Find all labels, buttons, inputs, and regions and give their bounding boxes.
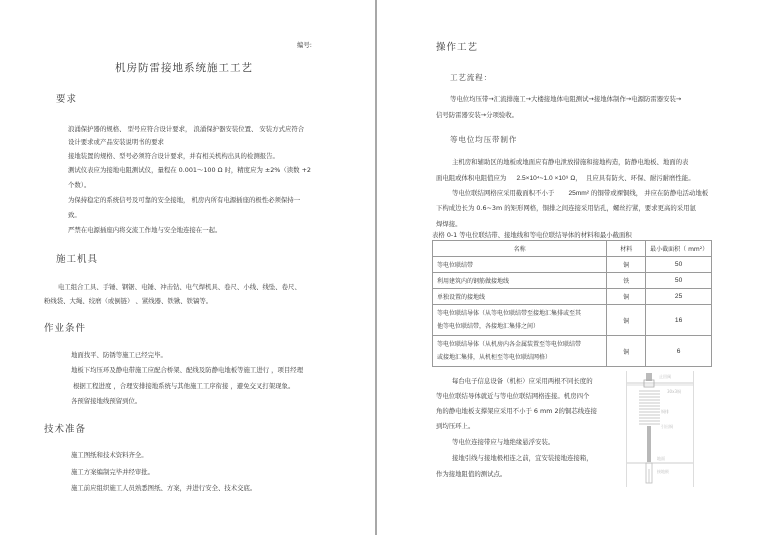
tech-prep-line: 施工图纸和技术资料齐全。 bbox=[71, 451, 148, 459]
section-heading-operations: 操作工艺 bbox=[436, 42, 479, 53]
after-table-line: 角的静电地板支撑架应采用不小于 6 mm 2的铜芯线连接 bbox=[436, 407, 597, 415]
grounding-rod-diagram bbox=[626, 371, 694, 487]
svg-text:地面: 地面 bbox=[657, 456, 665, 461]
req-line: 测试仪表应为接地电阻测试仪，量程在 0.001～100 Ω 时，精度应为 ±2%（读数 +2 bbox=[68, 166, 311, 174]
svg-text:铜排: 铜排 bbox=[661, 409, 669, 414]
req-line: 浪涌保护器的规格、 型号应符合设计要求， 浪涌保护器安装位置、 安装方式应符合 bbox=[68, 125, 305, 133]
para-line: 主机房和辅助区的地板或地面应有静电泄放措施和接地构造，防静电地板、地面的表 bbox=[452, 158, 689, 166]
tools-line: 电工组合工具、手锤、钢锯、电锤、冲击钻、电气焊机具、卷尺、小线、线坠、卷尺、 bbox=[58, 283, 301, 291]
para-line: 等电位联结网格应采用截面积不小于 25mm² 的铜带或裸铜线， 并应在防静电活动地板 bbox=[452, 189, 709, 197]
after-table-line: 作为接地阻值的测试点。 bbox=[436, 470, 507, 478]
svg-text:30x3铜: 30x3铜 bbox=[667, 389, 682, 394]
cross-section-value: 25mm² bbox=[568, 190, 589, 197]
section-heading-tech-prep: 技术准备 bbox=[44, 424, 87, 435]
page-divider bbox=[375, 0, 377, 535]
conditions-line: 根据工程进度 ，合理安排接地系统与其他施工工序衔接 ，避免交叉打架现象。 bbox=[73, 382, 295, 390]
table-caption: 表格 0-1 等电位联结带、接地线和等电位联结导体的材料和最小截面积 bbox=[432, 231, 632, 239]
req-line: 为保持稳定的系统信号及可靠的安全接地， 机房内所有电源插座的极性必须保持一 bbox=[68, 196, 301, 204]
conditions-line: 各预留接地线预留到位。 bbox=[71, 397, 142, 405]
req-line: 严禁在电源插座内将交流工作地与安全地连接在一起。 bbox=[68, 226, 222, 234]
conditions-line: 地板下均压环及静电带施工应配合桥架、配线及防静电地板等施工进行 ，项目经理 bbox=[71, 366, 304, 374]
para-line: 下构成边长为 0.6~3m 的矩形网格，铜排之间连接采用钻孔，螺丝拧紧，要求更高的采用氩 bbox=[436, 204, 696, 212]
table-row: 等电位联结导体（从等电位联结带至接地汇集排或至其 他等电位联结带，各接地汇集排之间） 铜 16 bbox=[433, 305, 712, 336]
resistance-value: 2.5×10⁴~1.0 ×10⁹ Ω， bbox=[516, 175, 582, 182]
header-name: 名称 bbox=[433, 241, 607, 257]
left-page bbox=[0, 0, 376, 535]
header-material: 材料 bbox=[607, 241, 646, 257]
after-table-line: 每台电子信息设备（机柜）应采用两根不同长度的 bbox=[452, 377, 593, 385]
section-heading-tools: 施工机具 bbox=[56, 254, 99, 265]
after-table-line: 接地引线与接地极相连之前，宜安装接地连接箱， bbox=[452, 454, 593, 462]
para-line: 面电阻或体积电阻值应为 2.5×10⁴~1.0 ×10⁹ Ω， 且应具有防火、环保、耐污耐磨性能。 bbox=[436, 174, 695, 182]
table-header-row bbox=[433, 241, 712, 257]
after-table-line: 到均压环上。 bbox=[436, 422, 475, 430]
doc-number-label: 编号: bbox=[297, 41, 312, 49]
materials-table bbox=[432, 240, 712, 367]
table-row: 等电位联结导体（从机房内各金属装置至等电位联结带 或接地汇集排，从机柜至等电位联结网格） 铜 6 bbox=[433, 336, 712, 367]
conditions-line: 地面找平、防锈等施工已经完毕。 bbox=[71, 351, 167, 359]
table-row: 单独设置的接地线 铜 25 bbox=[433, 289, 712, 305]
para-line: 焊焊接。 bbox=[436, 220, 462, 228]
process-line: 等电位均压带→汇流排施工→大楼接地体电阻测试→接地体制作→电源防雷器安装→ bbox=[450, 95, 682, 103]
tech-prep-line: 施工方案编制完毕并经审批。 bbox=[71, 468, 155, 476]
after-table-line: 等电位联结导体就近与等电位联结网格连接。机房四个 bbox=[436, 392, 590, 400]
grounding-rod-illustration bbox=[627, 371, 693, 487]
svg-text:引出铜: 引出铜 bbox=[661, 424, 673, 429]
svg-text:止回阀: 止回阀 bbox=[659, 374, 671, 379]
after-table-line: 等电位连接带应与地绝缘悬浮安装。 bbox=[452, 438, 555, 446]
req-line: 致。 bbox=[68, 211, 81, 219]
tools-line: 粉线袋、大绳、绞磨（或倒链） 、紧线器、铁锹、铁镐等。 bbox=[44, 297, 213, 305]
process-line: 信号防雷器安装→分项验收。 bbox=[436, 111, 519, 119]
svg-text:接地极: 接地极 bbox=[657, 469, 669, 474]
header-min-area: 最小截面积（ mm²） bbox=[646, 241, 712, 257]
section-heading-conditions: 作业条件 bbox=[44, 323, 87, 334]
document-title: 机房防雷接地系统施工工艺 bbox=[115, 62, 253, 74]
table-row: 等电位联结带 铜 50 bbox=[433, 257, 712, 273]
req-line: 设计要求或产品安装说明书的要求 bbox=[68, 138, 164, 146]
section-heading-requirements: 要求 bbox=[56, 94, 78, 105]
process-heading: 工艺流程： bbox=[450, 73, 492, 82]
req-line: 接地装置的规格、型号必须符合设计要求，并有相关机构出具的检测报告。 bbox=[68, 152, 279, 160]
req-line: 个数）。 bbox=[68, 181, 91, 189]
subheading-equipotential: 等电位均压带制作 bbox=[450, 135, 518, 144]
tech-prep-line: 施工前应组织施工人员熟悉图纸、方案，并进行安全、技术交底。 bbox=[71, 484, 257, 492]
table-row: 利用建筑内的钢筋做接地线 铁 50 bbox=[433, 273, 712, 289]
